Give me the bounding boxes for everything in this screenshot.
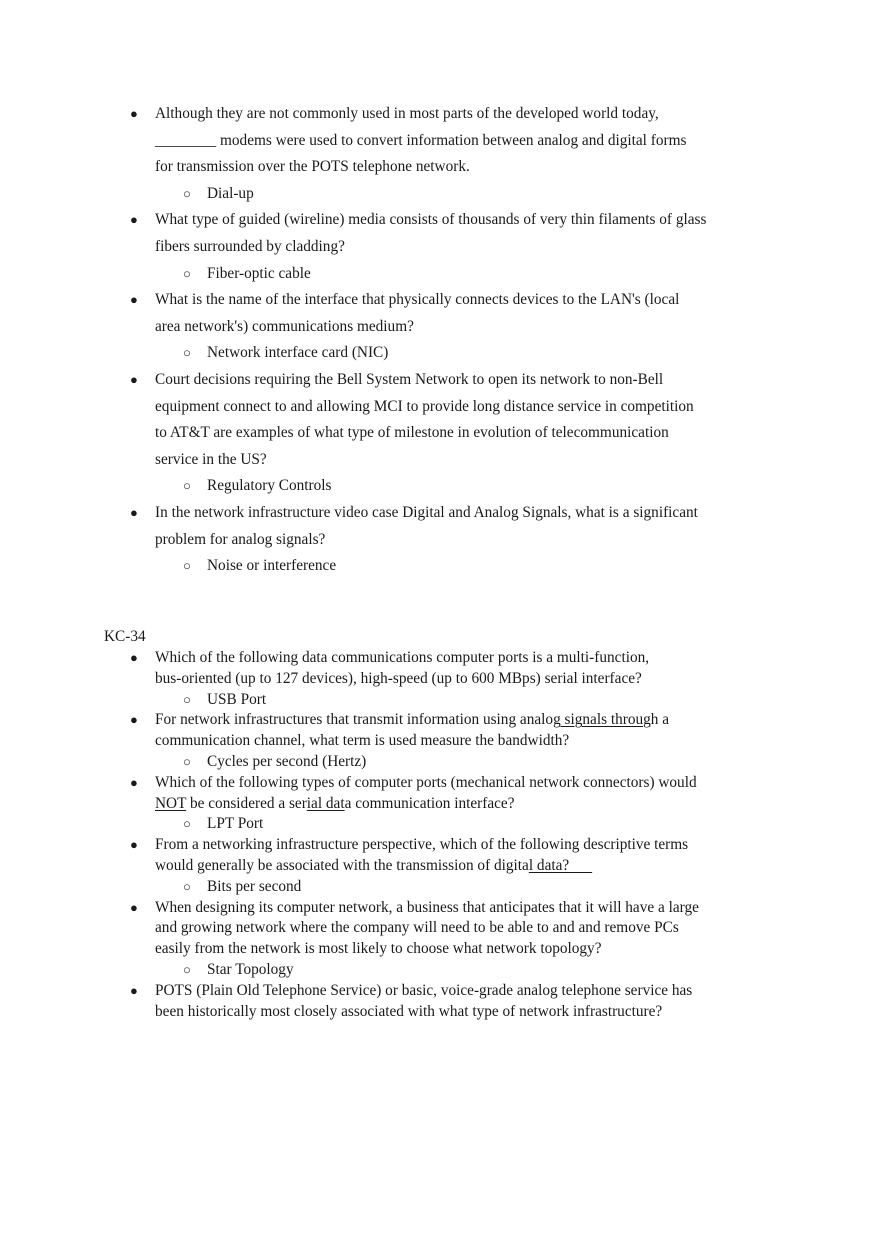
question-item [0, 287, 735, 340]
text-run: h a [650, 711, 670, 729]
section-heading: KC-34 [104, 628, 146, 645]
bullet-icon: ● [130, 650, 138, 665]
bullet-icon: ● [130, 371, 138, 387]
question-item [0, 367, 735, 473]
question-line: service in the US? [155, 450, 267, 468]
question-line: When designing its computer network, a business that anticipates that it will have a large [155, 898, 699, 916]
sub-bullet-icon: ○ [183, 265, 191, 281]
question-line: for transmission over the POTS telephone network. [155, 158, 470, 176]
question-line: What type of guided (wireline) media consists of thousands of very thin filaments of glass [155, 211, 707, 229]
answer-text: Bits per second [207, 877, 302, 895]
sub-bullet-icon: ○ [183, 345, 191, 361]
bullet-icon: ● [130, 712, 138, 728]
bullet-icon: ● [130, 292, 138, 308]
question-line: easily from the network is most likely to choose what network topology? [155, 940, 602, 958]
underlined-run: l data? [528, 856, 593, 874]
answer-item [0, 553, 880, 580]
underlined-run: g signals throug [553, 711, 651, 729]
answer-text: LPT Port [207, 815, 264, 833]
question-line: Although they are not commonly used in most parts of the developed world today, [155, 105, 659, 122]
sub-bullet-icon: ○ [183, 753, 191, 769]
answer-text: Cycles per second (Hertz) [207, 752, 367, 770]
question-item [0, 773, 730, 815]
answer-item [0, 690, 880, 711]
question-line: ________ modems were used to convert information between analog and digital forms [155, 131, 687, 149]
sub-bullet-icon: ○ [183, 558, 191, 574]
question-item [0, 835, 730, 877]
question-item [0, 981, 730, 1023]
question-list-1 [0, 101, 880, 580]
answer-item [0, 181, 880, 208]
text-run: a communication interface? [344, 794, 515, 812]
question-list-2 [0, 648, 880, 1022]
answer-text: Regulatory Controls [207, 477, 332, 495]
question-line: and growing network where the company will need to be able to and and remove PCs [155, 919, 679, 937]
question-line: From a networking infrastructure perspective, which of the following descriptive terms [155, 836, 689, 854]
underlined-run: NOT [155, 794, 187, 812]
underlined-run: ial dat [306, 794, 345, 812]
question-line: area network's) communications medium? [155, 317, 414, 335]
question-line: In the network infrastructure video case Digital and Analog Signals, what is a significant [155, 503, 698, 521]
answer-item [0, 814, 880, 835]
question-line: What is the name of the interface that physically connects devices to the LAN's (local [155, 291, 680, 309]
question-line: been historically most closely associated with what type of network infrastructure? [155, 1002, 663, 1020]
text-run: be considered a ser [186, 794, 307, 812]
question-line [155, 794, 730, 815]
question-line [155, 710, 730, 731]
question-line: equipment connect to and allowing MCI to provide long distance service in competition [155, 397, 694, 415]
question-line [155, 856, 730, 877]
answer-item [0, 473, 880, 500]
bullet-icon: ● [130, 212, 138, 228]
question-item [0, 710, 730, 752]
answer-item [0, 752, 880, 773]
question-item [0, 500, 735, 553]
answer-text: USB Port [207, 690, 267, 708]
sub-bullet-icon: ○ [183, 691, 191, 707]
bullet-icon: ● [130, 504, 138, 520]
question-item [0, 207, 735, 260]
question-line: Which of the following types of computer ports (mechanical network connectors) would [155, 773, 697, 791]
answer-text: Star Topology [207, 960, 294, 978]
question-item [0, 898, 730, 960]
bullet-icon: ● [130, 837, 138, 853]
answer-text: Network interface card (NIC) [207, 344, 389, 362]
sub-bullet-icon: ○ [183, 816, 191, 832]
text-run: would generally be associated with the transmission of digita [155, 856, 529, 874]
question-line: communication channel, what term is used measure the bandwidth? [155, 732, 570, 750]
answer-item [0, 960, 880, 981]
question-line: to AT&T are examples of what type of milestone in evolution of telecommunication [155, 424, 669, 442]
answer-text: Noise or interference [207, 557, 337, 575]
answer-item [0, 261, 880, 288]
question-line: problem for analog signals? [155, 530, 326, 548]
answer-text: Dial-up [207, 184, 254, 202]
bullet-icon: ● [130, 106, 138, 121]
question-line: fibers surrounded by cladding? [155, 237, 345, 255]
bullet-icon: ● [130, 982, 138, 998]
question-line: Which of the following data communications computer ports is a multi-function, [155, 649, 650, 666]
sub-bullet-icon: ○ [183, 478, 191, 494]
answer-text: Fiber-optic cable [207, 264, 311, 282]
bullet-icon: ● [130, 774, 138, 790]
sub-bullet-icon: ○ [183, 961, 191, 977]
answer-item [0, 877, 880, 898]
question-item [0, 101, 735, 181]
question-line: POTS (Plain Old Telephone Service) or basic, voice-grade analog telephone service has [155, 981, 693, 999]
answer-item [0, 340, 880, 367]
question-line: Court decisions requiring the Bell System Network to open its network to non-Bell [155, 370, 664, 388]
text-run: For network infrastructures that transmit information using analo [155, 711, 554, 729]
sub-bullet-icon: ○ [183, 185, 191, 201]
sub-bullet-icon: ○ [183, 878, 191, 894]
bullet-icon: ● [130, 899, 138, 915]
question-line: bus-oriented (up to 127 devices), high-speed (up to 600 MBps) serial interface? [155, 669, 642, 687]
question-item [0, 648, 730, 690]
